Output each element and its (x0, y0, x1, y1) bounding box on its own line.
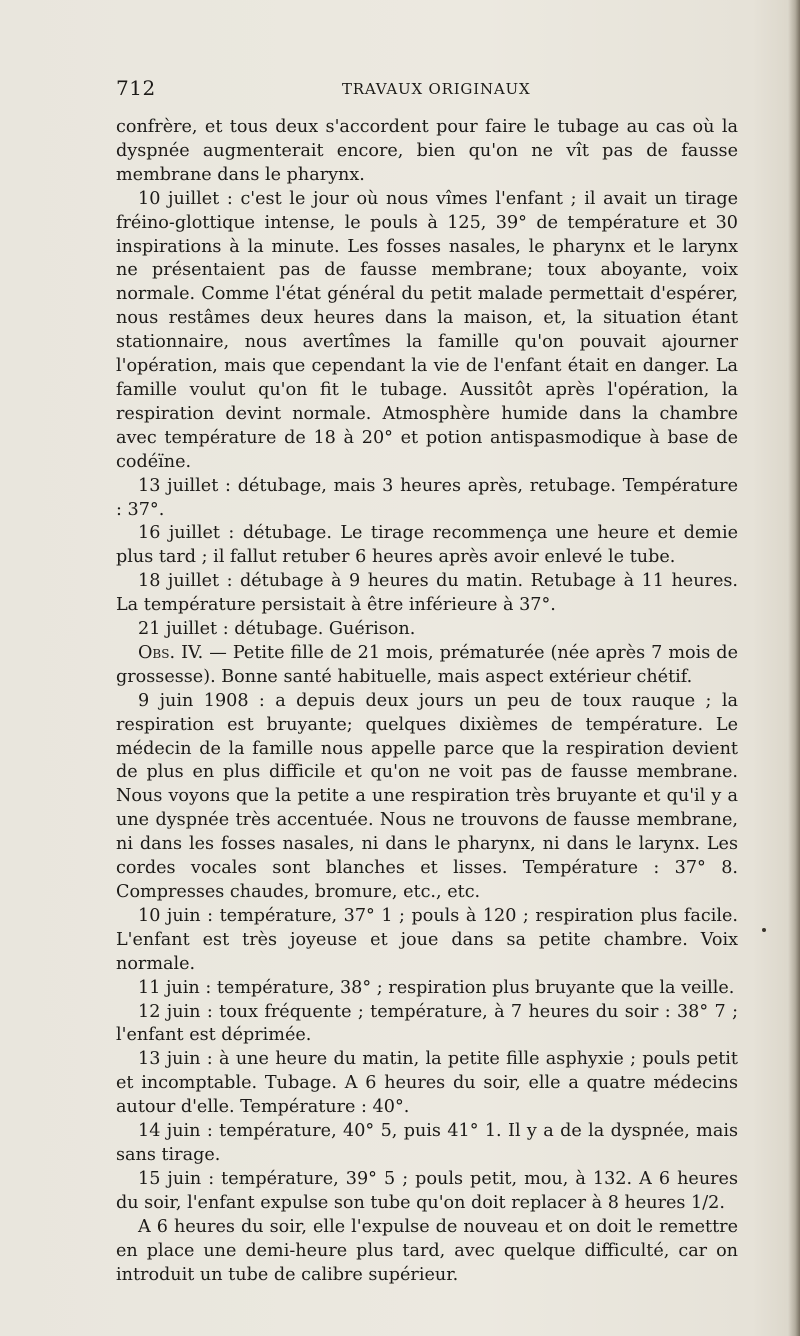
page-number: 712 (116, 76, 156, 100)
observation-text: — Petite fille de 21 mois, prématurée (née après 7 mois de grossesse). Bonne santé habituelle, mais aspect extérieur chétif. (116, 642, 738, 687)
paragraph-21-juillet: 21 juillet : détubage. Guérison. (138, 619, 416, 640)
running-head: TRAVAUX ORIGINAUX (342, 80, 531, 98)
paragraph-16-juillet: 16 juillet : détubage. Le tirage recommença une heure et demie plus tard ; il fallut retuber 6 heures après avoir enlevé le tube. (116, 523, 738, 568)
paragraph-13-juin: 13 juin : à une heure du matin, la petite fille asphyxie ; pouls petit et incomptable. Tubage. A 6 heures du soir, elle a quatre médecins autour d'elle. Température : 40°. (116, 1049, 738, 1118)
paragraph-15-juin: 15 juin : température, 39° 5 ; pouls petit, mou, à 132. A 6 heures du soir, l'enfant expulse son tube qu'on doit replacer à 8 heures 1/2. (116, 1168, 738, 1213)
paragraph-9-juin: 9 juin 1908 : a depuis deux jours un peu de toux rauque ; la respiration est bruyante; quelques dixièmes de température. Le médecin de la famille nous appelle parce que la respiration devient de plus en plus difficile et qu'on ne voit pas de fausse membrane. Nous voyons que la petite a une respiration très bruyante et qu'il y a une dyspnée très accentuée. Nous ne trouvons de fausse membrane, ni dans les fosses nasales, ni dans le pharynx, ni dans le larynx. Les cordes vocales sont blanches et lisses. Température : 37° 8. Compresses chaudes, bromure, etc., etc. (116, 690, 738, 902)
page-header (116, 74, 736, 104)
paragraph-6-heures: A 6 heures du soir, elle l'expulse de nouveau et on doit le remettre en place une demi-heure plus tard, avec quelque difficulté, car on introduit un tube de calibre supérieur. (116, 1216, 738, 1285)
ink-speck (762, 928, 766, 932)
observation-label: Obs. IV. (138, 642, 204, 663)
page-edge-shadow (788, 0, 800, 1336)
paragraph-11-juin: 11 juin : température, 38° ; respiration plus bruyante que la veille. (138, 977, 735, 998)
paragraph-14-juin: 14 juin : température, 40° 5, puis 41° 1. Il y a de la dyspnée, mais sans tirage. (116, 1121, 738, 1165)
body-text (116, 116, 738, 1287)
paragraph-observation-iv (116, 642, 738, 690)
paragraph-10-juin: 10 juin : température, 37° 1 ; pouls à 120 ; respiration plus facile. L'enfant est très joyeuse et joue dans sa petite chambre. Voix normale. (116, 905, 738, 974)
paragraph-13-juillet: 13 juillet : détubage, mais 3 heures après, retubage. Température : 37°. (116, 475, 738, 520)
paragraph-18-juillet: 18 juillet : détubage à 9 heures du matin. Retubage à 11 heures. La température persistait à être inférieure à 37°. (116, 571, 738, 616)
paragraph-continuation: confrère, et tous deux s'accordent pour faire le tubage au cas où la dyspnée augmenterait encore, bien qu'on ne vît pas de fausse membrane dans le pharynx. (116, 117, 738, 185)
paragraph-12-juin: 12 juin : toux fréquente ; température, à 7 heures du soir : 38° 7 ; l'enfant est déprimée. (116, 1001, 738, 1046)
paragraph-10-juillet: 10 juillet : c'est le jour où nous vîmes l'enfant ; il avait un tirage fréino-glottique intense, le pouls à 125, 39° de température et 30 inspirations à la minute. Les fosses nasales, le pharynx et le larynx ne présentaient pas de fausse membrane; toux aboyante, voix normale. Comme l'état général du petit malade permettait d'espérer, nous restâmes deux heures dans la maison, et, la situation étant stationnaire, nous avertîmes la famille qu'on pouvait ajourner l'opération, mais que cependant la vie de l'enfant était en danger. La famille voulut qu'on fit le tubage. Aussitôt après l'opération, la respiration devint normale. Atmosphère humide dans la chambre avec température de 18 à 20° et potion antispasmodique à base de codéïne. (116, 188, 738, 472)
